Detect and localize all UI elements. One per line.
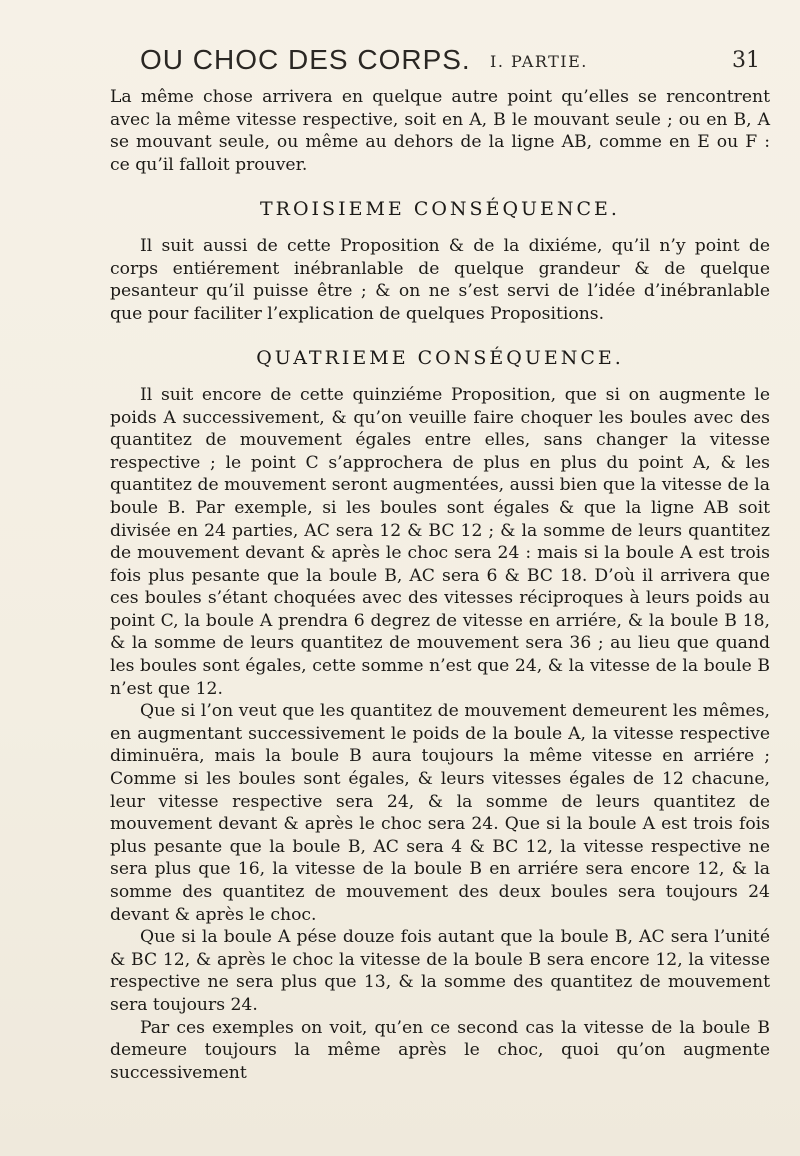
running-title: OU CHOC DES CORPS. (140, 44, 471, 75)
section-heading: QUATRIEME CONSÉQUENCE. (256, 347, 624, 370)
paragraph: Il suit encore de cette quinziéme Proposition, que si on augmente le poids A successivement, & qu’on veuille faire choquer les boules avec des quantitez de mouvement égales entre elles, sans changer la vitesse respective ; le point C s’approchera de plus en plus du point A, & les quantitez de mouvement seront augmentées, aussi bien que la vitesse de la boule B. Par exemple, si les boules sont égales & que la ligne AB soit divisée en 24 parties, AC sera 12 & BC 12 ; & la somme de leurs quantitez de mouvement devant & après le choc sera 24 : mais si la boule A est trois fois plus pesante que la boule B, AC sera 6 & BC 18. D’où il arrivera que ces boules s’étant choquées avec des vitesses réciproques à leurs poids au point C, la boule A prendra 6 degrez de vitesse en arriére, & la boule B 18, & la somme de leurs quantitez de mouvement sera 36 ; au lieu que quand les boules sont égales, cette somme n’est que 24, & la vitesse de la boule B n’est que 12. (110, 384, 770, 699)
paragraph: Que si l’on veut que les quantitez de mouvement demeurent les mêmes, en augmentant successivement le poids de la boule A, la vitesse respective diminuëra, mais la boule B aura toujours la même vitesse en arriére ; Comme si les boules sont égales, & leurs vitesses égales de 12 chacune, leur vitesse respective sera 24, & la somme de leurs quantitez de mouvement devant & après le choc sera 24. Que si la boule A est trois fois plus pesante que la boule B, AC sera 4 & BC 12, la vitesse respective ne sera plus que 16, la vitesse de la boule B en arriére sera encore 12, & la somme des quantitez de mouvement des deux boules sera toujours 24 devant & après le choc. (110, 701, 770, 925)
paragraph: Il suit aussi de cette Proposition & de la dixiéme, qu’il n’y point de corps entiérement inébranlable de quelque grandeur & de quelque pesanteur qu’il puisse être ; & on ne s’est servi de l’idée d’inébranlable que pour faciliter l’explication de quelques Propositions. (110, 235, 770, 324)
paragraph: Par ces exemples on voit, qu’en ce second cas la vitesse de la boule B demeure toujours la même après le choc, quoi qu’on augmente successivement (110, 1017, 770, 1083)
section-heading: TROISIEME CONSÉQUENCE. (260, 198, 620, 221)
part-label: I. PARTIE. (490, 52, 588, 71)
paragraph: Que si la boule A pése douze fois autant que la boule B, AC sera l’unité & BC 12, & après le choc la vitesse de la boule B sera encore 12, la vitesse respective ne sera plus que 13, & la somme des quantitez de mouvement sera toujours 24. (110, 927, 770, 1015)
page-number: 31 (732, 48, 760, 73)
text-body (110, 86, 770, 1084)
running-header (140, 44, 760, 84)
paragraph: La même chose arrivera en quelque autre point qu’elles se rencontrent avec la même vitesse respective, soit en A, B le mouvant seule ; ou en B, A se mouvant seule, ou même au dehors de la ligne AB, comme en E ou F : ce qu’il falloit prouver. (110, 87, 770, 175)
